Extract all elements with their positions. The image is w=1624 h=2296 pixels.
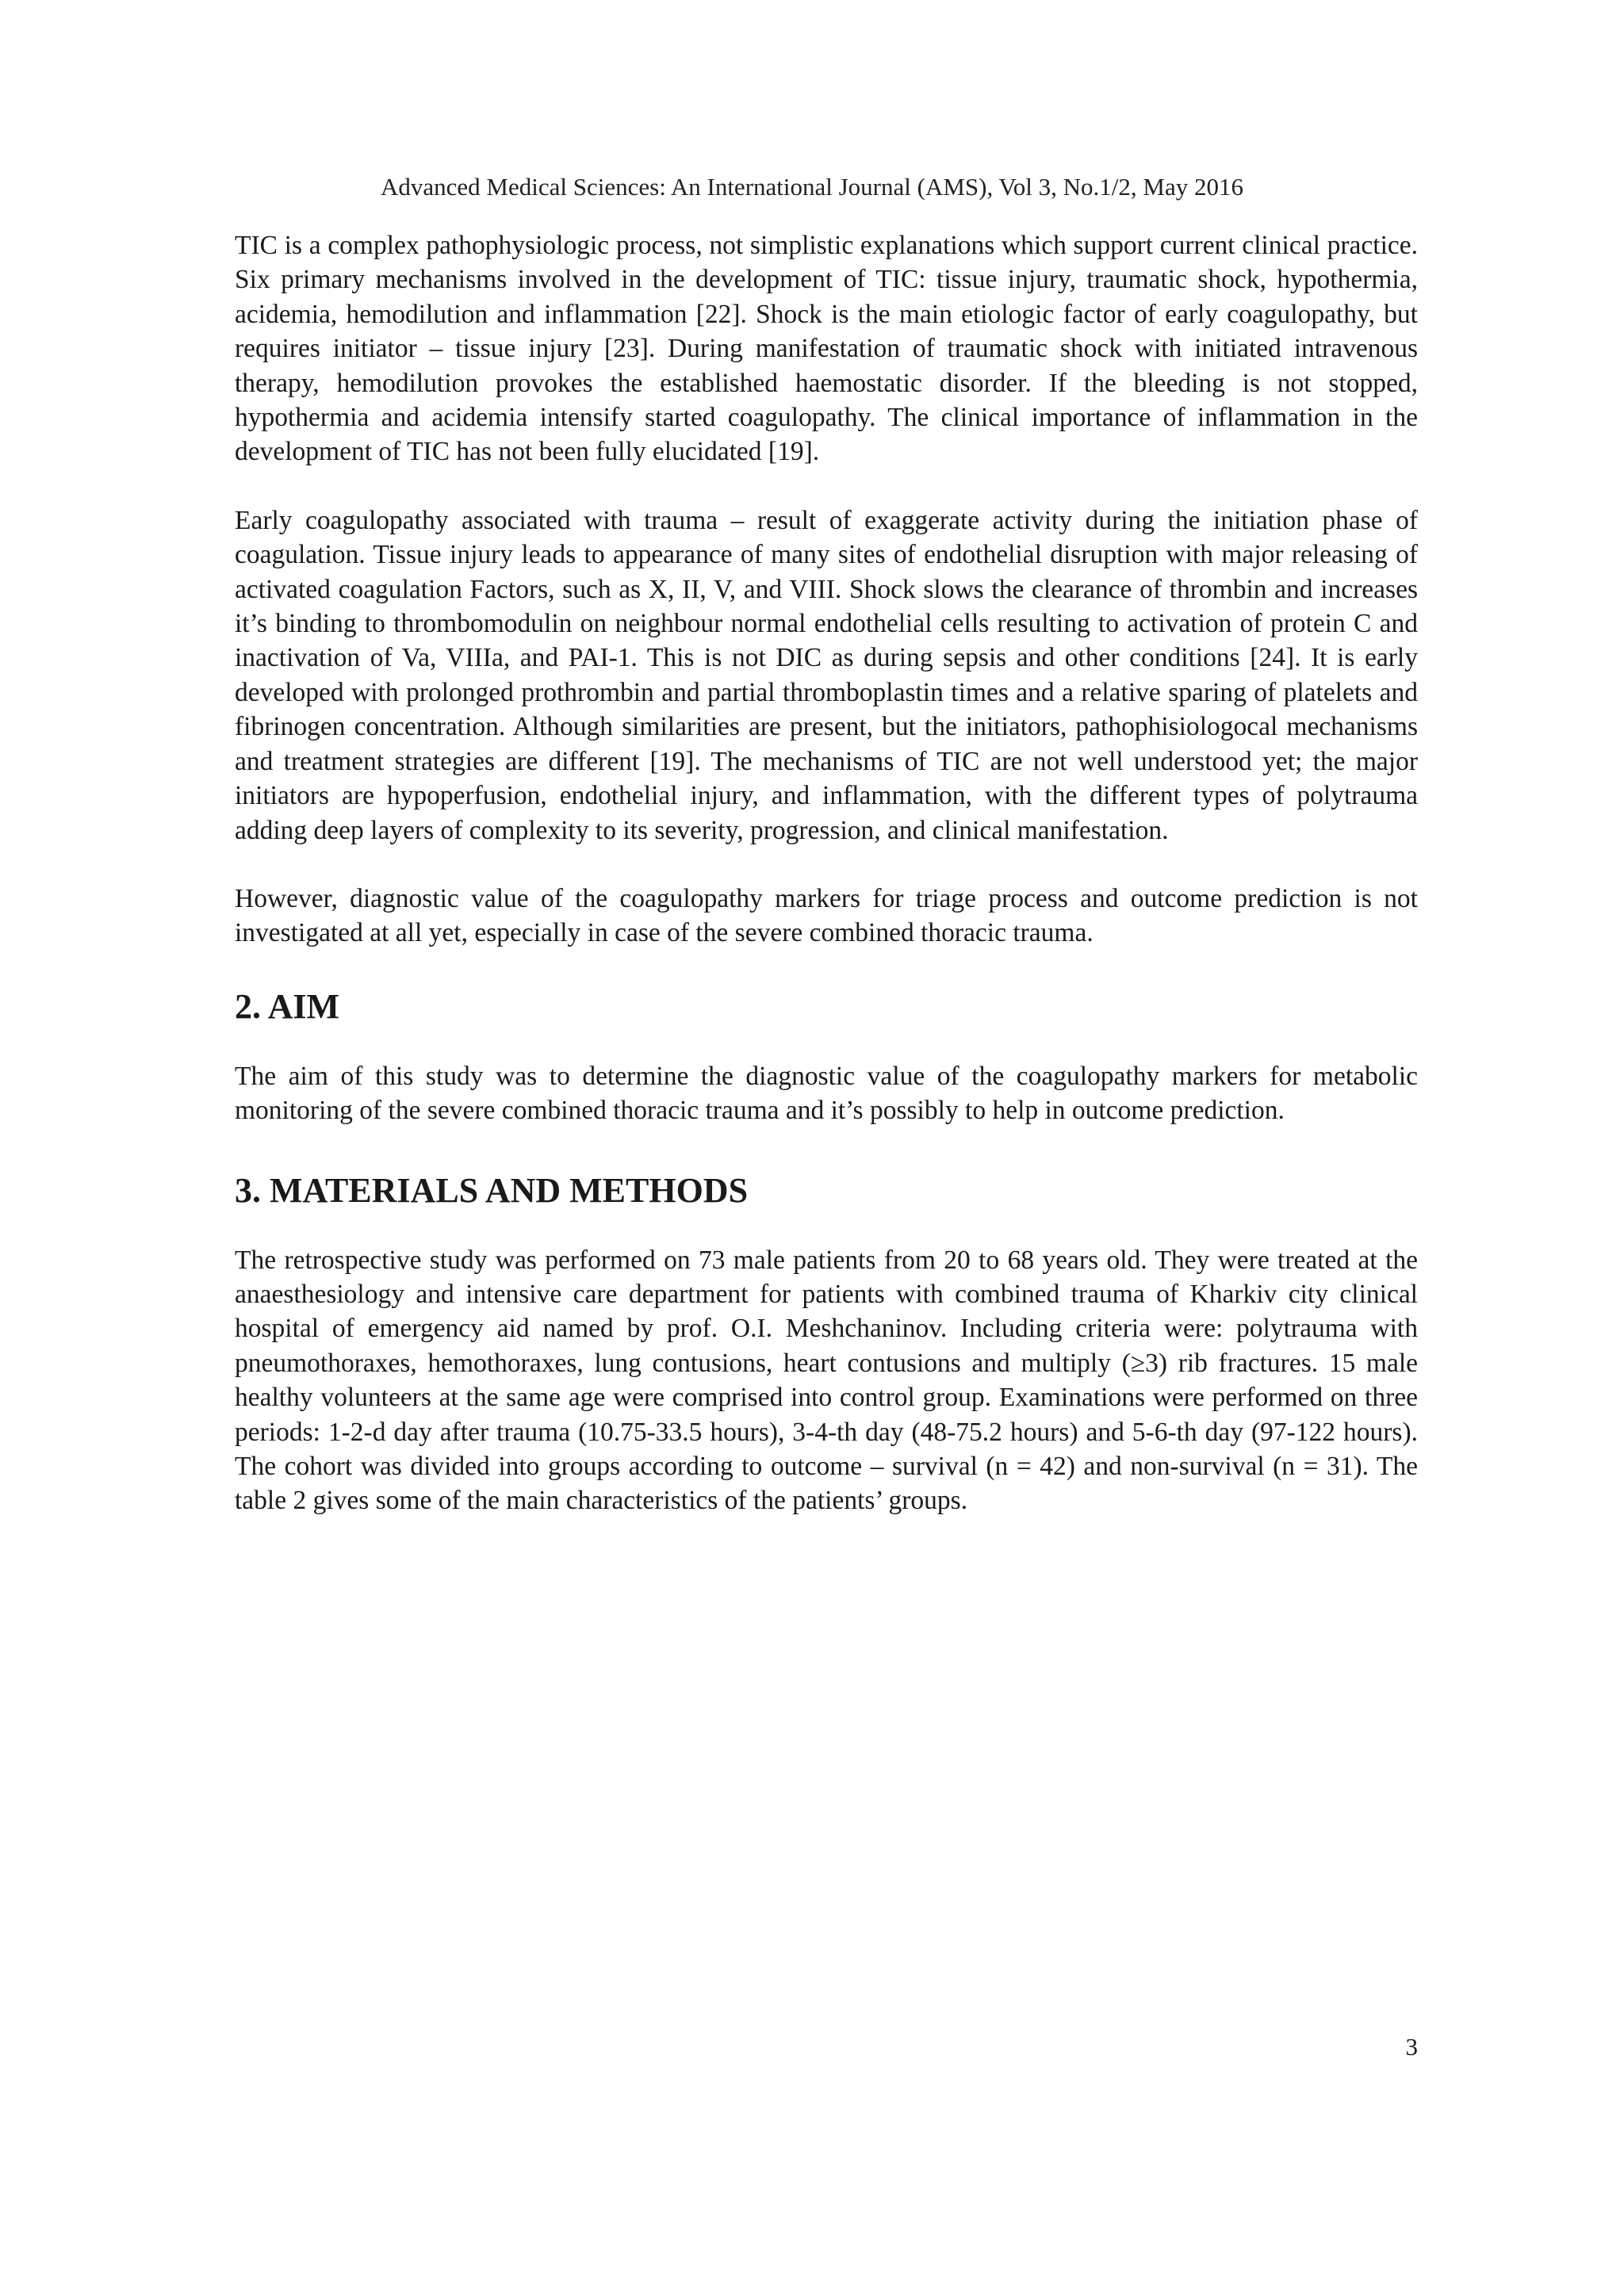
paragraph-diagnostic-value: However, diagnostic value of the coagulopathy markers for triage process and outcome prediction is not investigated at all yet, especially in case of the severe combined thoracic trauma.	[235, 883, 1418, 948]
section-heading-aim: 2. AIM	[235, 986, 339, 1026]
page-number: 3	[1405, 2033, 1418, 2061]
body-content	[235, 228, 1418, 1518]
section-heading-materials-methods: 3. MATERIALS AND METHODS	[235, 1170, 749, 1210]
paragraph-early-coagulopathy: Early coagulopathy associated with trauma – result of exaggerate activity during the initiation phase of coagulation. Tissue injury leads to appearance of many sites of endothelial disruption with major releasing of activated coagulation Factors, such as X, II, V, and VIII. Shock slows the clearance of thrombin and increases it’s binding to thrombomodulin on neighbour normal endothelial cells resulting to activation of protein C and inactivation of Va, VIIIa, and PAI-1. This is not DIC as during sepsis and other conditions [24]. It is early developed with prolonged prothrombin and partial thromboplastin times and a relative sparing of platelets and fibrinogen concentration. Although similarities are present, but the initiators, pathophisiologocal mechanisms and treatment strategies are different [19]. The mechanisms of TIC are not well understood yet; the major initiators are hypoperfusion, endothelial injury, and inflammation, with the different types of polytrauma adding deep layers of complexity to its severity, progression, and clinical manifestation.	[235, 505, 1418, 845]
paragraph-materials-methods: The retrospective study was performed on 73 male patients from 20 to 68 years old. They were treated at the anaesthesiology and intensive care department for patients with combined trauma of Kharkiv city clinical hospital of emergency aid named by prof. O.I. Meshchaninov. Including criteria were: polytrauma with pneumothoraxes, hemothoraxes, lung contusions, heart contusions and multiply (≥3) rib fractures. 15 male healthy volunteers at the same age were comprised into control group. Examinations were performed on three periods: 1-2-d day after trauma (10.75-33.5 hours), 3-4-th day (48-75.2 hours) and 5-6-th day (97-122 hours). The cohort was divided into groups according to outcome – survival (n = 42) and non-survival (n = 31). The table 2 gives some of the main characteristics of the patients’ groups.	[235, 1245, 1418, 1516]
paragraph-tic-mechanisms: TIC is a complex pathophysiologic process, not simplistic explanations which support current clinical practice. Six primary mechanisms involved in the development of TIC: tissue injury, traumatic shock, hypothermia, acidemia, hemodilution and inflammation [22]. Shock is the main etiologic factor of early coagulopathy, but requires initiator – tissue injury [23]. During manifestation of traumatic shock with initiated intravenous therapy, hemodilution provokes the established haemostatic disorder. If the bleeding is not stopped, hypothermia and acidemia intensify started coagulopathy. The clinical importance of inflammation in the development of TIC has not been fully elucidated [19].	[235, 231, 1418, 467]
running-header: Advanced Medical Sciences: An International Journal (AMS), Vol 3, No.1/2, May 2016	[381, 173, 1243, 201]
paragraph-aim: The aim of this study was to determine the diagnostic value of the coagulopathy markers for metabolic monitoring of the severe combined thoracic trauma and it’s possibly to help in outcome prediction.	[235, 1061, 1418, 1126]
